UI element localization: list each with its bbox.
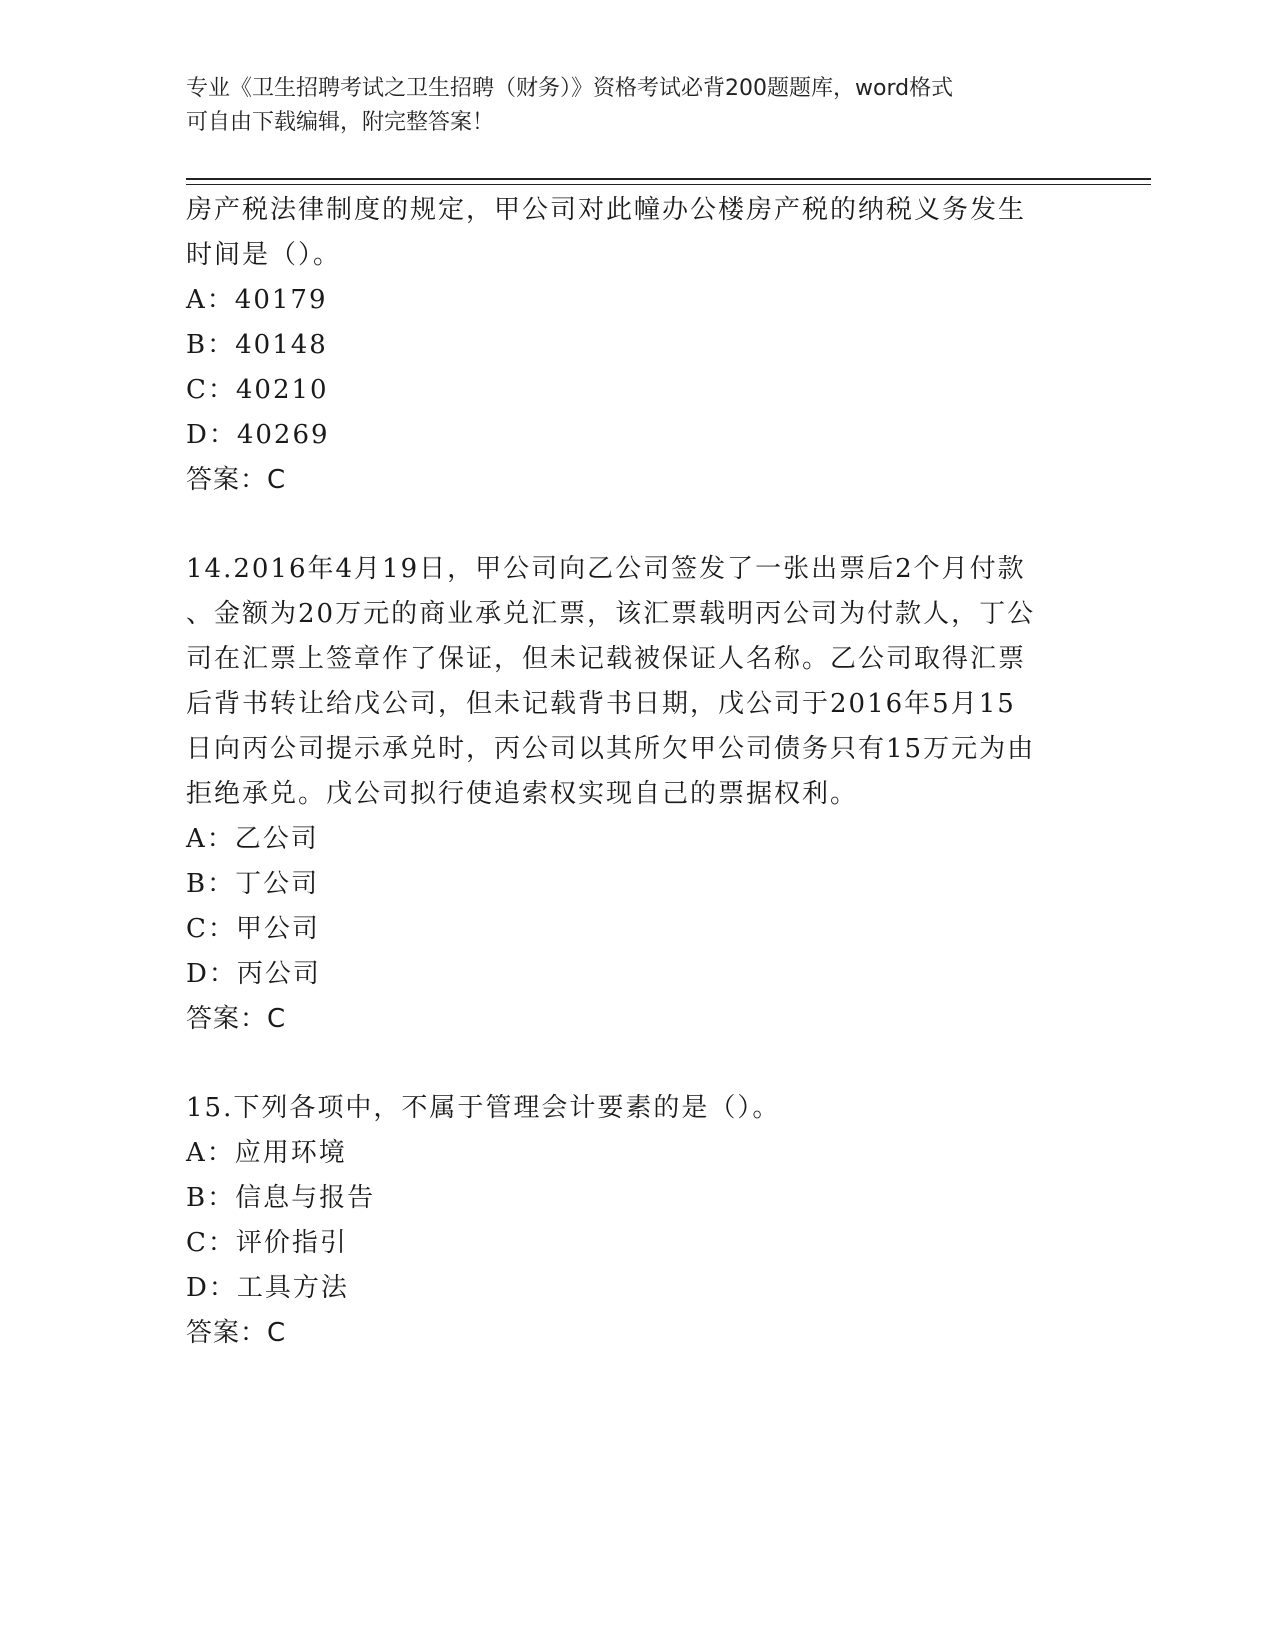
option-b: B：信息与报告 xyxy=(186,1183,376,1213)
question-spacer xyxy=(186,503,1086,547)
question-text-line: 日向丙公司提示承兑时，丙公司以其所欠甲公司债务只有15万元为由 xyxy=(186,734,1036,764)
option-b: B：40148 xyxy=(186,330,328,360)
option-a: A：40179 xyxy=(186,285,328,315)
header-divider-thick xyxy=(186,178,1151,180)
question-spacer xyxy=(186,1042,1086,1086)
document-header xyxy=(186,72,1086,140)
answer-line: 答案：C xyxy=(186,465,287,495)
question-text-line: 15.下列各项中，不属于管理会计要素的是（）。 xyxy=(186,1093,781,1123)
question-text-line: 拒绝承兑。戊公司拟行使追索权实现自己的票据权利。 xyxy=(186,779,859,809)
document-body xyxy=(186,188,1086,1356)
option-c: C：甲公司 xyxy=(186,914,320,944)
option-d: D：40269 xyxy=(186,420,330,450)
option-a: A：乙公司 xyxy=(186,824,319,854)
option-d: D：丙公司 xyxy=(186,959,321,989)
answer-line: 答案：C xyxy=(186,1318,287,1348)
question-text-line: 、金额为20万元的商业承兑汇票，该汇票载明丙公司为付款人，丁公 xyxy=(186,599,1036,629)
question-text-line: 后背书转让给戊公司，但未记载背书日期，戊公司于2016年5月15 xyxy=(186,689,1016,719)
question-text-line: 时间是（）。 xyxy=(186,240,342,270)
option-c: C：评价指引 xyxy=(186,1228,348,1258)
question-15 xyxy=(186,1086,1086,1356)
header-line-1: 专业《卫生招聘考试之卫生招聘（财务）》资格考试必背200题题库，word格式 xyxy=(186,76,954,101)
header-divider-thin xyxy=(186,184,1151,185)
question-13 xyxy=(186,188,1086,503)
option-d: D：工具方法 xyxy=(186,1273,349,1303)
header-line-2: 可自由下载编辑，附完整答案！ xyxy=(186,110,495,135)
question-14 xyxy=(186,547,1086,1042)
question-text-line: 司在汇票上签章作了保证，但未记载被保证人名称。乙公司取得汇票 xyxy=(186,644,1027,674)
option-a: A：应用环境 xyxy=(186,1138,347,1168)
question-text-line: 14.2016年4月19日，甲公司向乙公司签发了一张出票后2个月付款 xyxy=(186,554,1026,584)
question-text-line: 房产税法律制度的规定，甲公司对此幢办公楼房产税的纳税义务发生 xyxy=(186,195,1027,225)
option-c: C：40210 xyxy=(186,375,329,405)
answer-line: 答案：C xyxy=(186,1004,287,1034)
option-b: B：丁公司 xyxy=(186,869,320,899)
